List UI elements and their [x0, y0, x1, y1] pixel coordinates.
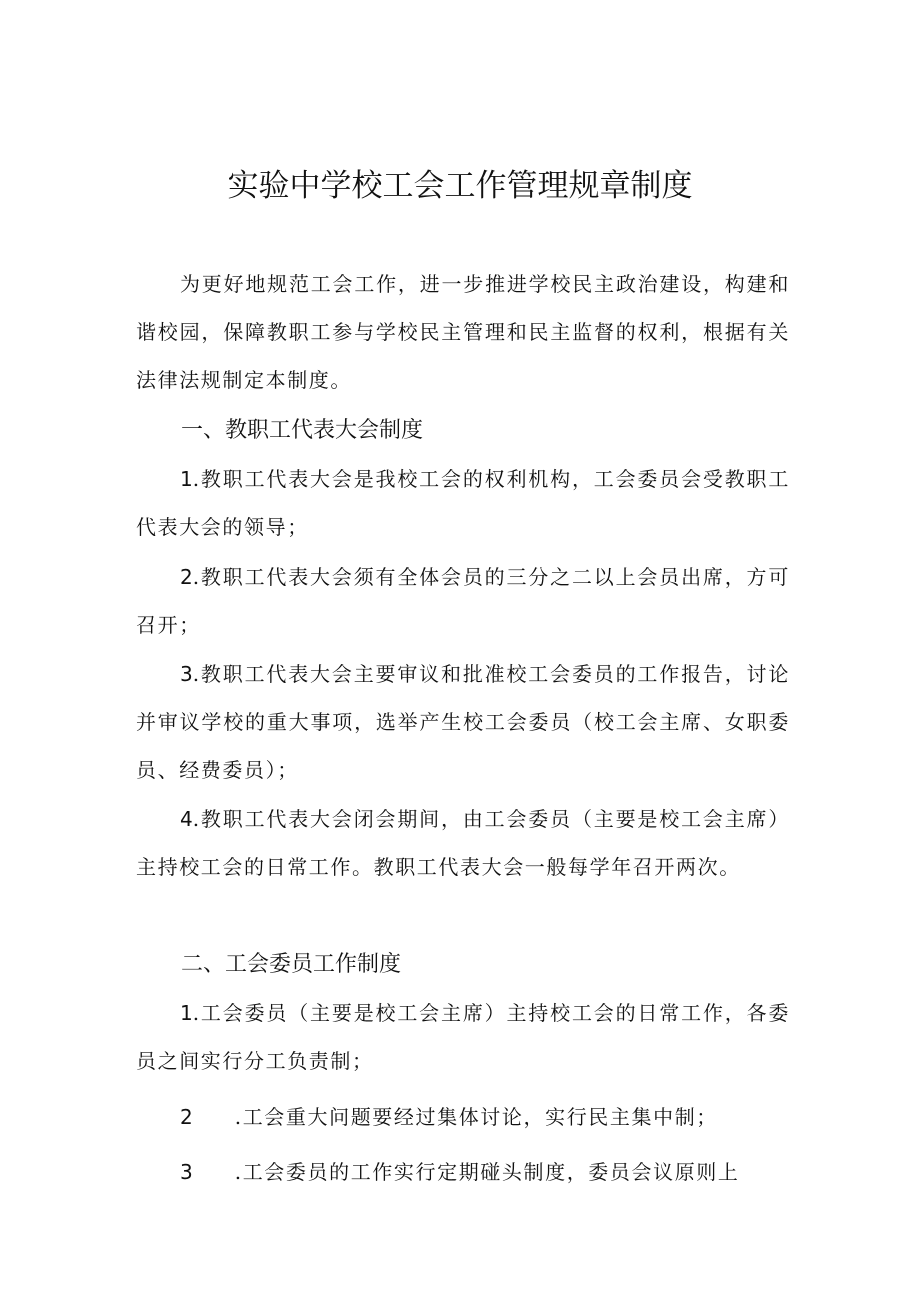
- item-number: 3: [180, 662, 193, 686]
- item-text: .工会重大问题要经过集体讨论，实行民主集中制；: [234, 1105, 718, 1129]
- item-text: .教职工代表大会闭会期间，由工会委员（主要是校工会主席）主持校工会的日常工作。教职工代表大会一般每学年召开两次。: [136, 807, 790, 879]
- item-text: .工会委员（主要是校工会主席）主持校工会的日常工作，各委员之间实行分工负责制；: [136, 1001, 790, 1073]
- section-1-item-3: [136, 650, 790, 794]
- intro-paragraph: 为更好地规范工会工作，进一步推进学校民主政治建设，构建和谐校园，保障教职工参与学校民主管理和民主监督的权利，根据有关法律法规制定本制度。: [136, 272, 790, 392]
- document-title: 实验中学校工会工作管理规章制度: [227, 168, 693, 204]
- section-heading-1: 一、教职工代表大会制度: [181, 418, 424, 443]
- item-number: 3: [180, 1160, 193, 1184]
- item-number: 4: [180, 807, 193, 831]
- item-text: .教职工代表大会是我校工会的权利机构，工会委员会受教职工代表大会的领导；: [136, 467, 790, 539]
- item-text: .教职工代表大会主要审议和批准校工会委员的工作报告，讨论并审议学校的重大事项，选举产生校工会委员（校工会主席、女职委员、经费委员）；: [136, 662, 790, 782]
- section-heading-2: 二、工会委员工作制度: [181, 952, 402, 977]
- section-2-item-1: [136, 989, 790, 1085]
- item-text: .工会委员的工作实行定期碰头制度，委员会议原则上: [234, 1160, 740, 1184]
- item-number: 2: [180, 565, 193, 589]
- section-2-item-2: [136, 1093, 790, 1141]
- item-number: 1: [180, 467, 193, 491]
- section-1-item-4: [136, 795, 790, 891]
- item-number: 2: [180, 1105, 193, 1129]
- item-text: .教职工代表大会须有全体会员的三分之二以上会员出席，方可召开；: [136, 565, 790, 637]
- section-1-item-1: [136, 455, 790, 551]
- section-2-item-3: [136, 1148, 790, 1196]
- section-1-item-2: [136, 553, 790, 649]
- item-number: 1: [180, 1001, 193, 1025]
